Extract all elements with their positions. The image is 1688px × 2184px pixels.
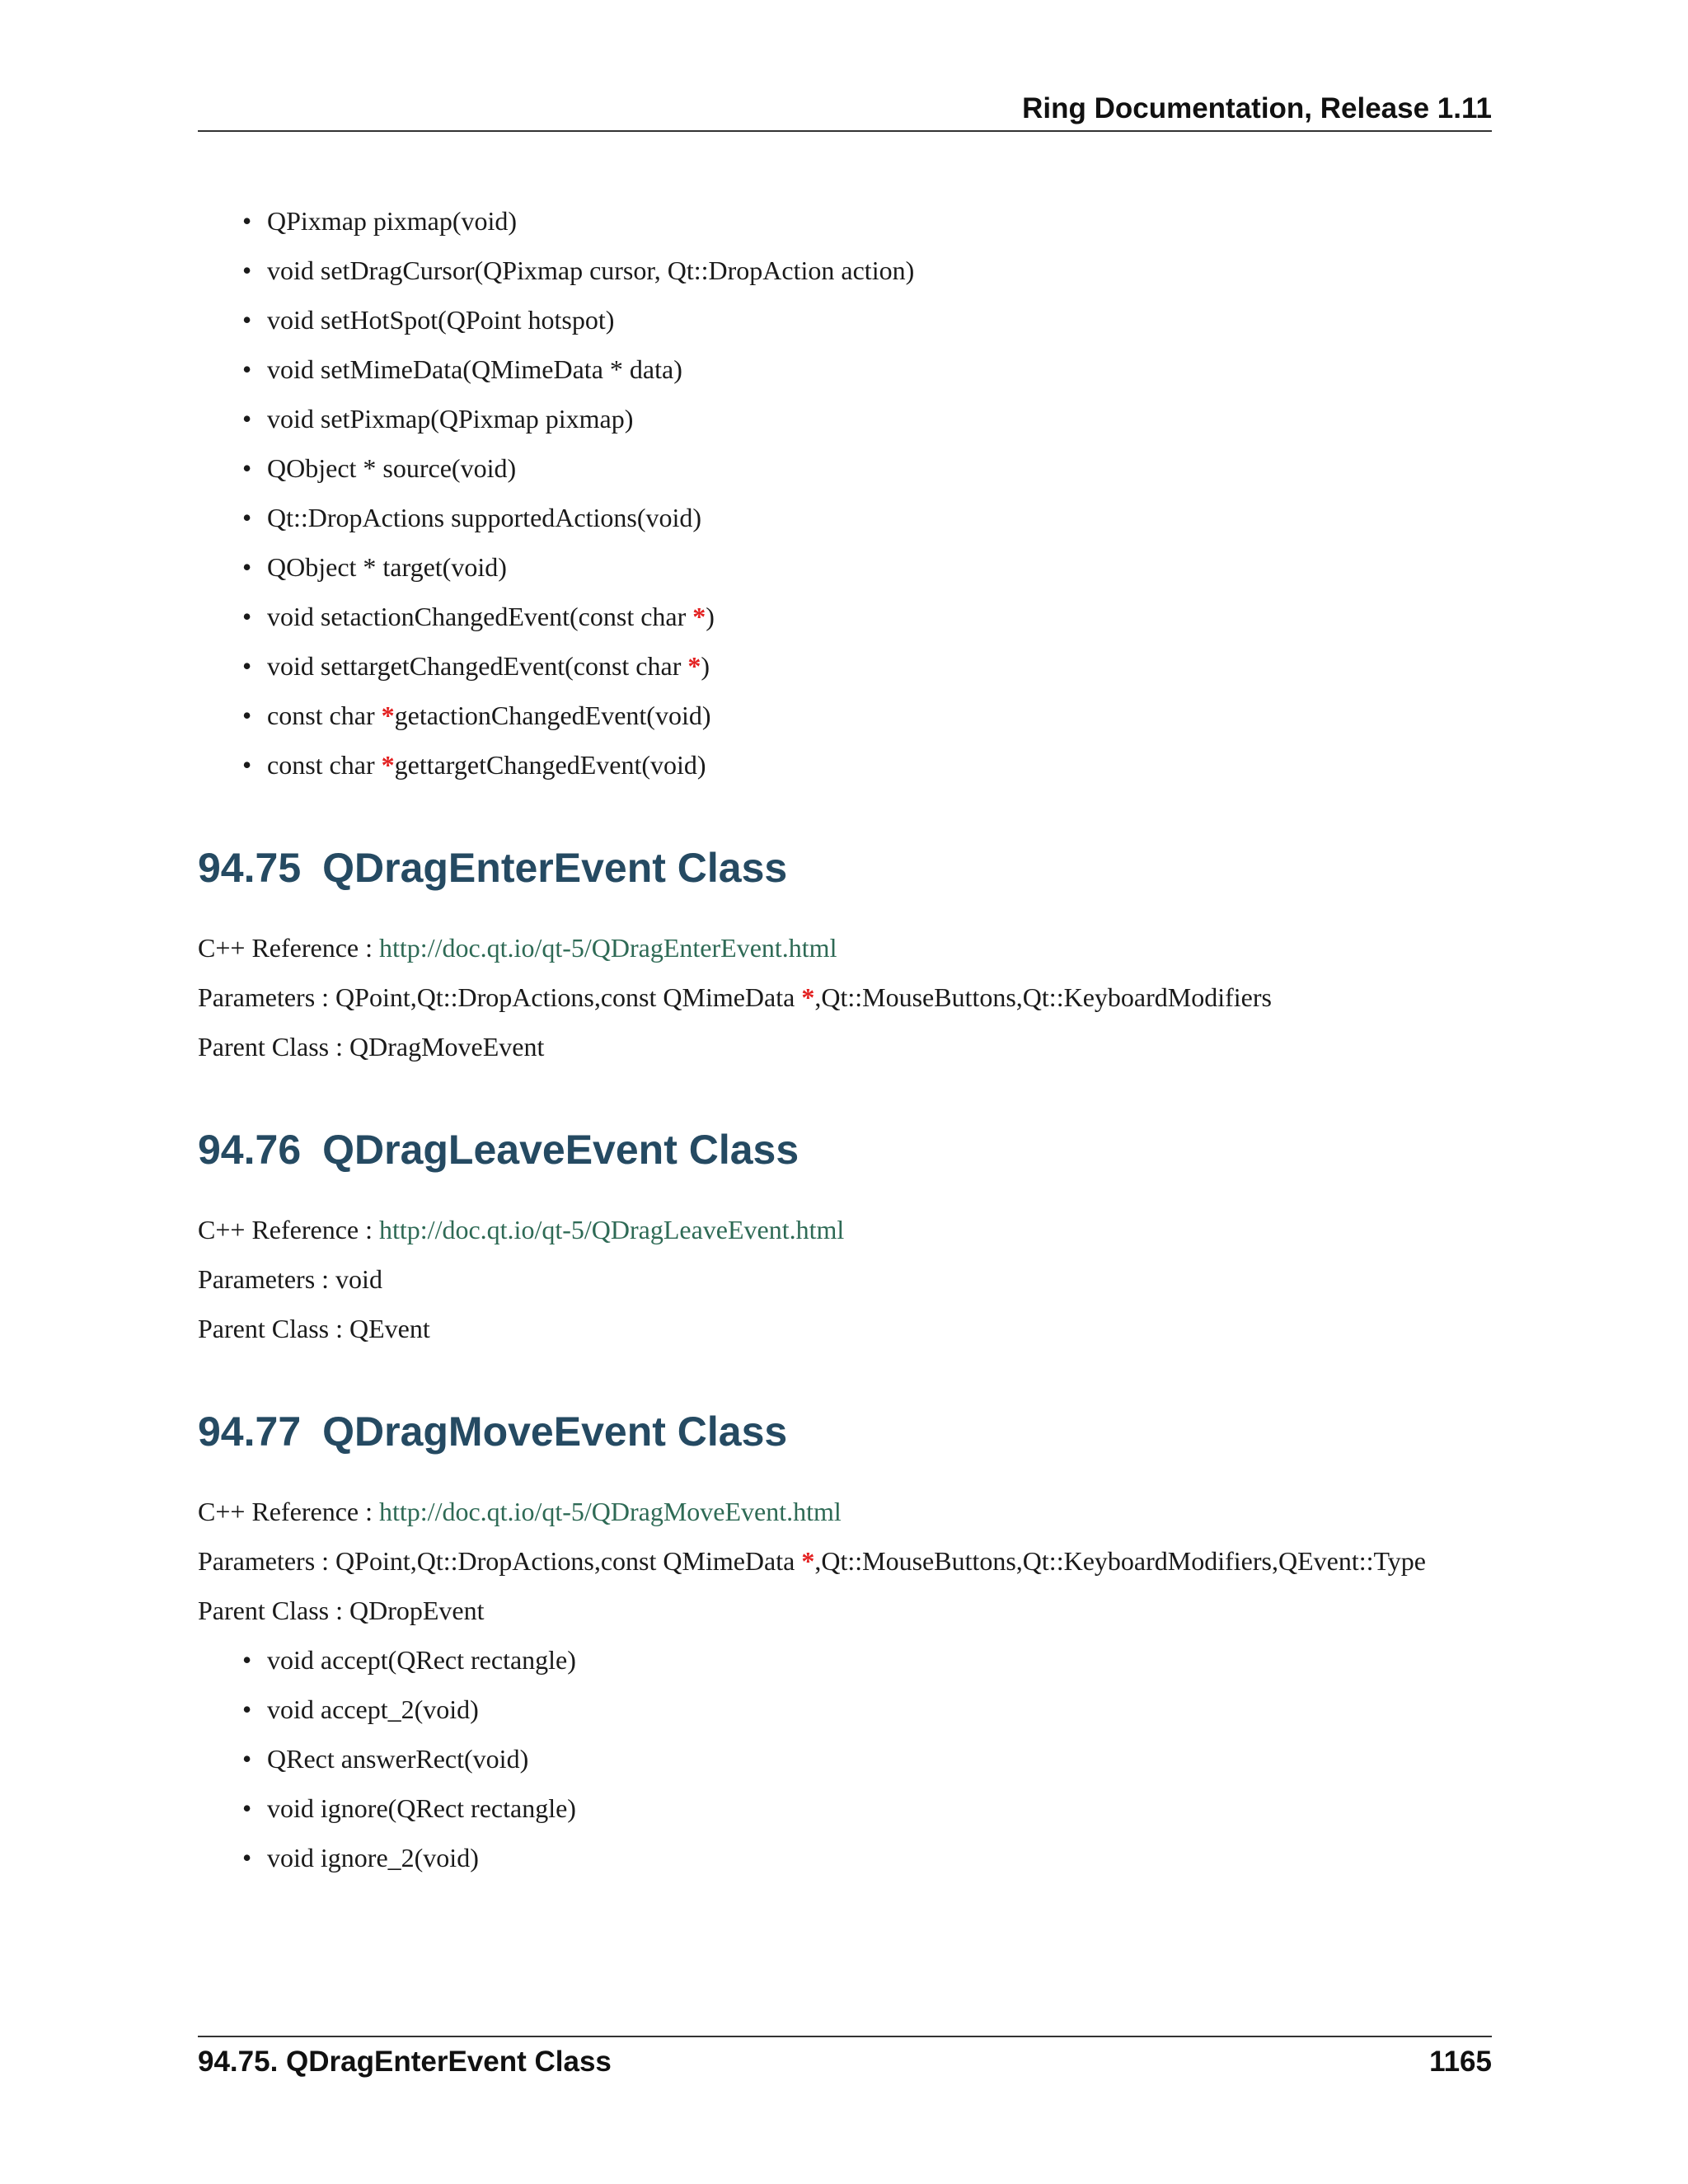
section-number: 94.76 (198, 1127, 302, 1173)
page-number: 1165 (1429, 2046, 1492, 2078)
bullet-icon: • (242, 750, 252, 780)
section-number: 94.77 (198, 1408, 302, 1455)
cpp-reference: C++ Reference : http://doc.qt.io/qt-5/QDragMoveEvent.html (198, 1497, 842, 1526)
list-item: • void setMimeData(QMimeData * data) (267, 344, 1492, 394)
header-title: Ring Documentation, Release 1.11 (1022, 92, 1492, 124)
bullet-icon: • (242, 1793, 252, 1823)
bullet-icon: • (242, 305, 252, 335)
list-item: • void accept_2(void) (267, 1685, 1492, 1734)
cpp-reference-link[interactable]: http://doc.qt.io/qt-5/QDragLeaveEvent.html (379, 1215, 845, 1244)
section-title: QDragMoveEvent Class (322, 1408, 788, 1455)
bullet-icon: • (242, 453, 252, 483)
parent-class: Parent Class : QDragMoveEvent (198, 1032, 545, 1062)
cpp-reference-link[interactable]: http://doc.qt.io/qt-5/QDragEnterEvent.html (379, 933, 837, 963)
list-item: • const char *gettargetChangedEvent(void) (267, 740, 1492, 790)
parent-class: Parent Class : QEvent (198, 1314, 430, 1343)
parameters: Parameters : QPoint,Qt::DropActions,const QMimeData *,Qt::MouseButtons,Qt::KeyboardModifiers (198, 982, 1272, 1012)
parent-class: Parent Class : QDropEvent (198, 1596, 485, 1625)
section-title: QDragEnterEvent Class (322, 845, 788, 891)
list-item: • const char *getactionChangedEvent(void) (267, 691, 1492, 740)
bullet-icon: • (242, 255, 252, 285)
method-list-top (198, 196, 1492, 790)
list-item: • Qt::DropActions supportedActions(void) (267, 493, 1492, 542)
list-item: • void settargetChangedEvent(const char *) (267, 641, 1492, 691)
list-item: • void ignore_2(void) (267, 1833, 1492, 1882)
bullet-icon: • (242, 1843, 252, 1872)
cpp-reference: C++ Reference : http://doc.qt.io/qt-5/QDragLeaveEvent.html (198, 1215, 845, 1244)
bullet-icon: • (242, 602, 252, 631)
list-item: • void setDragCursor(QPixmap cursor, Qt::DropAction action) (267, 246, 1492, 295)
bullet-icon: • (242, 1744, 252, 1774)
section-title: QDragLeaveEvent Class (322, 1127, 799, 1173)
page-content (198, 196, 1492, 1882)
bullet-icon: • (242, 1645, 252, 1675)
section-heading-qdragmoveevent (198, 1403, 1492, 1460)
list-item: • void ignore(QRect rectangle) (267, 1783, 1492, 1833)
bullet-icon: • (242, 1694, 252, 1724)
list-item: • void accept(QRect rectangle) (267, 1635, 1492, 1685)
method-list-bottom (198, 1635, 1492, 1882)
list-item: • void setactionChangedEvent(const char *) (267, 592, 1492, 641)
bullet-icon: • (242, 701, 252, 730)
page-header (198, 89, 1492, 132)
cpp-reference-link[interactable]: http://doc.qt.io/qt-5/QDragMoveEvent.html (379, 1497, 842, 1526)
footer-section-title: 94.75. QDragEnterEvent Class (198, 2046, 612, 2078)
list-item: • QObject * target(void) (267, 542, 1492, 592)
bullet-icon: • (242, 651, 252, 681)
list-item: • QPixmap pixmap(void) (267, 196, 1492, 246)
section-heading-qdragleaveevent (198, 1121, 1492, 1179)
section-heading-qdragenterevent (198, 839, 1492, 897)
bullet-icon: • (242, 503, 252, 532)
parameters: Parameters : void (198, 1264, 382, 1294)
list-item: • QRect answerRect(void) (267, 1734, 1492, 1783)
bullet-icon: • (242, 552, 252, 582)
section-number: 94.75 (198, 845, 302, 891)
document-page (198, 0, 1492, 2184)
bullet-icon: • (242, 354, 252, 384)
parameters: Parameters : QPoint,Qt::DropActions,const QMimeData *,Qt::MouseButtons,Qt::KeyboardModifiers,QEvent::Type (198, 1546, 1426, 1576)
bullet-icon: • (242, 206, 252, 236)
list-item: • void setPixmap(QPixmap pixmap) (267, 394, 1492, 443)
cpp-reference: C++ Reference : http://doc.qt.io/qt-5/QDragEnterEvent.html (198, 933, 837, 963)
list-item: • void setHotSpot(QPoint hotspot) (267, 295, 1492, 344)
bullet-icon: • (242, 404, 252, 434)
page-footer (198, 2036, 1492, 2087)
list-item: • QObject * source(void) (267, 443, 1492, 493)
